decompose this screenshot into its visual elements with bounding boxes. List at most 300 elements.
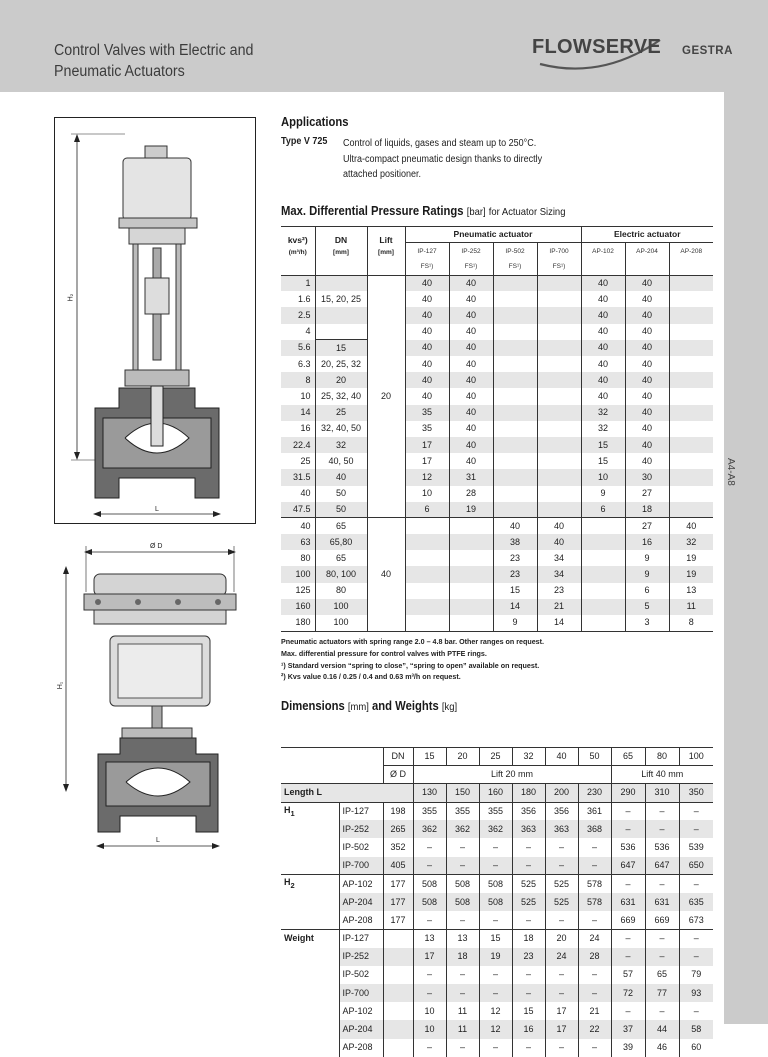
rating-cell (449, 566, 493, 582)
pressure-row (281, 518, 713, 534)
dim-value: – (413, 857, 446, 875)
dim-value: – (645, 820, 679, 838)
note-line: Pneumatic actuators with spring range 2.0 – 4.8 bar. Other ranges on request. (281, 637, 545, 646)
dim-value: – (413, 911, 446, 929)
dn-cell: 15 (315, 340, 367, 356)
rating-cell: 40 (449, 356, 493, 372)
dimension-row (281, 820, 713, 838)
pressure-row (281, 324, 713, 340)
dn-cell: 50 (315, 502, 367, 518)
dimensions-table (281, 747, 713, 1057)
dimension-row (281, 766, 713, 784)
rating-cell (581, 550, 625, 566)
dim-value: 17 (545, 1020, 578, 1038)
rating-cell: 40 (581, 388, 625, 404)
rating-cell: 18 (625, 502, 669, 518)
rating-cell (669, 324, 713, 340)
rating-cell: 40 (537, 518, 581, 534)
rating-cell: 38 (493, 534, 537, 550)
dimension-row (281, 893, 713, 911)
rating-cell (669, 340, 713, 356)
pneumatic-sub-label: FS¹) (537, 259, 581, 275)
dim-value: 93 (679, 984, 713, 1002)
dn-cell: 40, 50 (315, 453, 367, 469)
rating-cell (405, 534, 449, 550)
actuator-name: AP-208 (339, 911, 383, 929)
dim-value: – (446, 838, 479, 856)
dn-cell: 40 (315, 469, 367, 485)
rating-cell (537, 324, 581, 340)
side-tag: A4-A8 (725, 458, 736, 486)
dim-value: 12 (479, 1020, 512, 1038)
dn-cell: 25 (315, 405, 367, 421)
dim-value: 525 (512, 875, 545, 893)
actuator-name: IP-252 (339, 948, 383, 966)
dn-cell: 65,80 (315, 534, 367, 550)
kvs-cell: 80 (300, 552, 311, 563)
actuator-name: IP-502 (339, 966, 383, 984)
right-margin-bar (724, 92, 768, 1024)
dn-value: 15 (413, 748, 446, 766)
pneumatic-valve-drawing-icon (54, 532, 256, 854)
kvs-cell: 180 (295, 617, 311, 628)
dim-value: 363 (512, 820, 545, 838)
rating-cell (493, 405, 537, 421)
pressure-row (281, 275, 713, 291)
dim-value: – (645, 875, 679, 893)
pressure-table (281, 226, 713, 632)
rating-cell (537, 502, 581, 518)
dim-value: – (578, 911, 611, 929)
rating-cell (537, 307, 581, 323)
pressure-row (281, 307, 713, 323)
dim-value: 16 (512, 1020, 545, 1038)
dim-value: – (679, 802, 713, 820)
pressure-row (281, 340, 713, 356)
rating-cell (537, 388, 581, 404)
pressure-row (281, 291, 713, 307)
dim-value: – (545, 984, 578, 1002)
dim-value: 525 (545, 875, 578, 893)
rating-cell (449, 583, 493, 599)
dim-value: 17 (413, 948, 446, 966)
dn-cell: 100 (315, 599, 367, 615)
od-value (383, 966, 413, 984)
dimension-row (281, 911, 713, 929)
kvs-header: kvs²) (m³/h) (281, 227, 315, 276)
rating-cell (669, 291, 713, 307)
figure-electric-valve (54, 117, 256, 524)
rating-cell (405, 583, 449, 599)
rating-cell: 40 (449, 421, 493, 437)
dim-value: 39 (611, 1039, 645, 1057)
length-value: 290 (611, 784, 645, 802)
dim-value: 12 (479, 1002, 512, 1020)
rating-cell: 27 (625, 518, 669, 534)
rating-cell: 8 (669, 615, 713, 631)
rating-cell: 40 (581, 324, 625, 340)
od-value (383, 948, 413, 966)
dim-value: 28 (578, 948, 611, 966)
group-label (281, 893, 339, 911)
pressure-heading (281, 204, 565, 218)
title-line-1: Control Valves with Electric and (54, 42, 254, 59)
dn-value: 50 (578, 748, 611, 766)
dim-value: – (479, 857, 512, 875)
dim-value: 18 (512, 929, 545, 947)
dim-value: 23 (512, 948, 545, 966)
rating-cell: 40 (405, 291, 449, 307)
group-label: Weight (281, 929, 339, 947)
pneumatic-sub-label: FS¹) (405, 259, 449, 275)
length-value: 130 (413, 784, 446, 802)
title-line-2: Pneumatic Actuators (54, 63, 185, 80)
rating-cell: 35 (405, 421, 449, 437)
rating-cell: 12 (405, 469, 449, 485)
rating-cell (493, 469, 537, 485)
dim-value: 13 (413, 929, 446, 947)
pressure-heading-text: Max. Differential Pressure Ratings (281, 204, 464, 218)
dim-value: 525 (512, 893, 545, 911)
pneumatic-col-ip-252: IP-252 (449, 243, 493, 259)
dim-value: – (611, 948, 645, 966)
group-label (281, 984, 339, 1002)
actuator-name: IP-700 (339, 857, 383, 875)
applications-type: Type V 725 (281, 136, 328, 147)
dim-value: 60 (679, 1039, 713, 1057)
actuator-name: AP-208 (339, 1039, 383, 1057)
dimension-row (281, 802, 713, 820)
rating-cell (493, 275, 537, 291)
dim-value: 508 (479, 875, 512, 893)
electric-group-header: Electric actuator (581, 227, 713, 243)
rating-cell: 27 (625, 486, 669, 502)
group-label (281, 1039, 339, 1057)
dimensions-heading: Dimensions [mm] and Weights [kg] (281, 699, 458, 713)
dn-cell: 65 (315, 550, 367, 566)
rating-cell: 40 (625, 453, 669, 469)
rating-cell (405, 599, 449, 615)
figure-pneumatic-valve (54, 532, 256, 854)
dim-value: 669 (645, 911, 679, 929)
rating-cell (449, 599, 493, 615)
rating-cell: 32 (581, 405, 625, 421)
rating-cell: 40 (625, 405, 669, 421)
electric-sub-blank (581, 259, 625, 275)
rating-cell: 11 (669, 599, 713, 615)
rating-cell (537, 340, 581, 356)
dim-value: 362 (479, 820, 512, 838)
pneumatic-col-ip-127: IP-127 (405, 243, 449, 259)
rating-cell: 32 (581, 421, 625, 437)
rating-cell: 40 (493, 518, 537, 534)
blank-cell (339, 748, 383, 766)
dim-value: 15 (512, 1002, 545, 1020)
dimension-row (281, 1020, 713, 1038)
rating-cell: 40 (625, 324, 669, 340)
rating-cell (493, 324, 537, 340)
rating-cell: 40 (449, 275, 493, 291)
rating-cell: 40 (625, 307, 669, 323)
dim-value: 536 (611, 838, 645, 856)
dim-value: 578 (578, 875, 611, 893)
dim-value: – (679, 929, 713, 947)
dim-value: 79 (679, 966, 713, 984)
dimension-row (281, 784, 713, 802)
dim-value: 635 (679, 893, 713, 911)
pressure-row (281, 599, 713, 615)
kvs-cell: 5.6 (281, 340, 315, 356)
rating-cell: 40 (537, 534, 581, 550)
l-dim-label: L (155, 506, 159, 513)
rating-cell: 40 (449, 307, 493, 323)
dim-value: 362 (413, 820, 446, 838)
dn-value: 32 (512, 748, 545, 766)
group-label (281, 838, 339, 856)
note-line: ²) Kvs value 0.16 / 0.25 / 0.4 and 0.63 m³/h on request. (281, 672, 461, 682)
group-label (281, 820, 339, 838)
pneumatic-sub-label: FS¹) (449, 259, 493, 275)
kvs-cell: 10 (300, 390, 311, 401)
rating-cell: 40 (405, 307, 449, 323)
group-label (281, 966, 339, 984)
kvs-cell: 100 (281, 566, 315, 582)
kvs-cell: 31.5 (281, 469, 315, 485)
electric-col-ap-102: AP-102 (581, 243, 625, 259)
dim-value: – (512, 838, 545, 856)
dim-value: 13 (446, 929, 479, 947)
dim-value: – (413, 984, 446, 1002)
dimension-row (281, 1039, 713, 1057)
rating-cell: 34 (537, 550, 581, 566)
h1-dim-label: H₁ (57, 681, 65, 690)
kvs-cell: 1.6 (297, 293, 311, 304)
dim-value: – (578, 1039, 611, 1057)
dim-value: – (479, 1039, 512, 1057)
rating-cell: 6 (581, 502, 625, 518)
rating-cell: 40 (625, 421, 669, 437)
group-label (281, 857, 339, 875)
dn-cell: 32, 40, 50 (315, 421, 367, 437)
rating-cell: 6 (405, 502, 449, 518)
dim-value: – (446, 857, 479, 875)
rating-cell: 40 (449, 388, 493, 404)
rating-cell: 19 (449, 502, 493, 518)
note-line: ¹) Standard version “spring to close”, “spring to open” available on request. (281, 660, 540, 670)
actuator-name: AP-102 (339, 875, 383, 893)
dimension-row (281, 748, 713, 766)
rating-cell (669, 388, 713, 404)
rating-cell (537, 437, 581, 453)
dim-value: – (479, 984, 512, 1002)
rating-cell: 40 (625, 388, 669, 404)
dim-value: 18 (446, 948, 479, 966)
dn-value: 100 (679, 748, 713, 766)
rating-cell (493, 372, 537, 388)
dn-value: 20 (446, 748, 479, 766)
dim-value: 647 (611, 857, 645, 875)
pressure-row (281, 388, 713, 404)
dim-value: 669 (611, 911, 645, 929)
rating-cell (669, 469, 713, 485)
dim-value: 508 (479, 893, 512, 911)
dn-cell: 20 (315, 372, 367, 388)
rating-cell: 40 (449, 453, 493, 469)
pressure-row (281, 421, 713, 437)
rating-cell (669, 372, 713, 388)
rating-cell: 40 (405, 372, 449, 388)
dim-value: – (611, 875, 645, 893)
dim-value: 631 (611, 893, 645, 911)
dn-cell (315, 307, 367, 323)
dim-value: 356 (512, 802, 545, 820)
rating-cell: 23 (493, 566, 537, 582)
dn-value: 65 (611, 748, 645, 766)
dim-value: – (679, 820, 713, 838)
rating-cell (405, 518, 449, 534)
dim-value: – (578, 838, 611, 856)
blank-cell (339, 766, 383, 784)
pressure-row (281, 469, 713, 485)
od-value: 405 (383, 857, 413, 875)
rating-cell: 23 (493, 550, 537, 566)
rating-cell: 31 (449, 469, 493, 485)
group-label (281, 1020, 339, 1038)
rating-cell: 40 (581, 356, 625, 372)
rating-cell: 40 (669, 518, 713, 534)
dimension-row (281, 857, 713, 875)
dim-value: – (479, 911, 512, 929)
dn-value: 80 (645, 748, 679, 766)
group-label-sub: 1 (290, 808, 295, 818)
rating-cell: 40 (625, 372, 669, 388)
dim-value: – (512, 857, 545, 875)
dim-value: 44 (645, 1020, 679, 1038)
pressure-row (281, 583, 713, 599)
od-value: 177 (383, 893, 413, 911)
dim-value: 508 (446, 893, 479, 911)
electric-sub-blank (669, 259, 713, 275)
flowserve-logo (532, 34, 732, 74)
length-value: 160 (479, 784, 512, 802)
dim-value: – (645, 929, 679, 947)
dim-value: – (512, 984, 545, 1002)
rating-cell: 40 (405, 340, 449, 356)
od-value: 265 (383, 820, 413, 838)
note-line: Max. differential pressure for control valves with PTFE rings. (281, 648, 487, 658)
dn-cell: 80 (315, 583, 367, 599)
dn-cell: 25, 32, 40 (315, 388, 367, 404)
kvs-cell: 2.5 (281, 307, 315, 323)
rating-cell (669, 356, 713, 372)
group-label: $H_2$ (281, 875, 339, 893)
dim-value: – (679, 875, 713, 893)
dn-header: DN [mm] (315, 227, 367, 276)
dimension-row (281, 966, 713, 984)
rating-cell: 21 (537, 599, 581, 615)
dim-value: – (645, 948, 679, 966)
dn-cell: 50 (315, 486, 367, 502)
rating-cell (581, 583, 625, 599)
dim-value: – (545, 857, 578, 875)
rating-cell (581, 518, 625, 534)
rating-cell (537, 291, 581, 307)
rating-cell: 40 (449, 437, 493, 453)
rating-cell: 40 (581, 372, 625, 388)
dim-value: – (512, 911, 545, 929)
rating-cell: 19 (669, 550, 713, 566)
rating-cell: 9 (625, 566, 669, 582)
actuator-name: AP-204 (339, 893, 383, 911)
dim-value: – (479, 966, 512, 984)
dim-value: – (446, 966, 479, 984)
dim-value: – (413, 966, 446, 984)
kvs-cell: 14 (281, 405, 315, 421)
pneumatic-sub-label: FS¹) (493, 259, 537, 275)
length-value: 180 (512, 784, 545, 802)
electric-col-ap-204: AP-204 (625, 243, 669, 259)
dim-value: 355 (446, 802, 479, 820)
applications-heading: Applications (281, 115, 349, 129)
dim-value: 355 (413, 802, 446, 820)
rating-cell: 40 (449, 324, 493, 340)
rating-cell: 5 (625, 599, 669, 615)
pressure-row (281, 453, 713, 469)
actuator-name: AP-204 (339, 1020, 383, 1038)
group-label (281, 948, 339, 966)
dim-value: – (446, 1039, 479, 1057)
kvs-cell: 63 (281, 534, 315, 550)
dim-value: 22 (578, 1020, 611, 1038)
dim-value: 361 (578, 802, 611, 820)
rating-cell: 9 (493, 615, 537, 631)
dim-value: 24 (578, 929, 611, 947)
rating-cell: 15 (581, 453, 625, 469)
kvs-cell: 25 (300, 455, 311, 466)
dim-value: 58 (679, 1020, 713, 1038)
rating-cell (405, 615, 449, 631)
kvs-cell: 40 (300, 520, 311, 531)
rating-cell (581, 615, 625, 631)
blank-cell (281, 766, 339, 784)
dn-cell: 100 (315, 615, 367, 631)
valve-drawing-icon (55, 118, 257, 525)
dim-value: 631 (645, 893, 679, 911)
rating-cell: 6 (625, 583, 669, 599)
length-value: 310 (645, 784, 679, 802)
od-value: 177 (383, 911, 413, 929)
dim-value: 65 (645, 966, 679, 984)
l-dim-label-2: L (156, 837, 160, 844)
rating-cell (493, 291, 537, 307)
dim-value: 10 (413, 1020, 446, 1038)
dim-value: – (645, 1002, 679, 1020)
dim-value: 508 (413, 875, 446, 893)
dim-value: – (512, 1039, 545, 1057)
dim-value: – (578, 984, 611, 1002)
kvs-cell: 160 (281, 599, 315, 615)
pressure-row (281, 566, 713, 582)
rating-cell (493, 388, 537, 404)
dim-value: – (413, 1039, 446, 1057)
kvs-cell: 8 (281, 372, 315, 388)
dim-value: 10 (413, 1002, 446, 1020)
pressure-row (281, 437, 713, 453)
dn-cell: 32 (315, 437, 367, 453)
rating-cell (493, 486, 537, 502)
rating-cell (669, 502, 713, 518)
actuator-name: AP-102 (339, 1002, 383, 1020)
